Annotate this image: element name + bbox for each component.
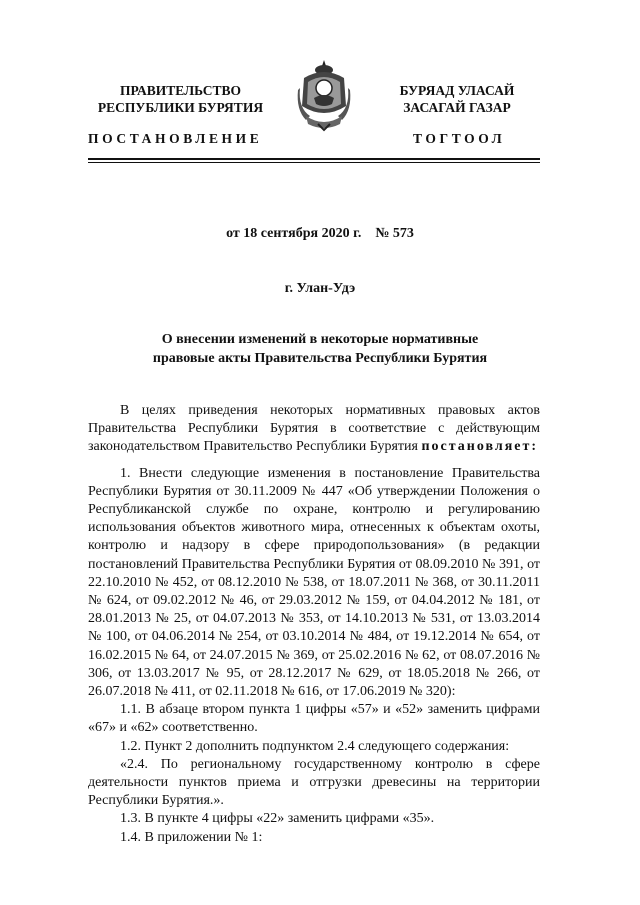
date-number: от 18 сентября 2020 г. № 573 [226, 226, 414, 241]
header-left-line1: ПРАВИТЕЛЬСТВО [119, 83, 241, 98]
title-line1: О внесении изменений в некоторые нормативные [161, 332, 479, 347]
paragraph-1-1: 1.1. В абзаце втором пункта 1 цифры «57» и «52» заменить цифрами «67» и «62» соответственно. [88, 702, 540, 736]
paragraph-1-4: 1.4. В приложении № 1: [120, 829, 263, 845]
decree-word: постановляет: [421, 439, 539, 455]
intro-text: В целях приведения некоторых нормативных правовых актов Правительства Республики Бурятия в соответствие с действующим законодательством Правительство Республики Бурятия [88, 403, 540, 455]
intro-paragraph [88, 402, 540, 457]
doc-type-right: ТОГТООЛ [413, 131, 506, 146]
header-right [382, 82, 532, 116]
document-body [88, 402, 540, 847]
header-left-line2: РЕСПУБЛИКИ БУРЯТИЯ [97, 100, 264, 115]
header-right-line2: ЗАСАГАЙ ГАЗАР [403, 100, 511, 115]
paragraph-1-2: 1.2. Пункт 2 дополнить подпунктом 2.4 следующего содержания: [120, 738, 510, 754]
header-rule [88, 158, 540, 160]
coat-of-arms-icon [296, 58, 352, 132]
document-title [120, 330, 520, 368]
title-line2: правовые акты Правительства Республики Бурятия [152, 351, 488, 366]
header-right-line1: БУРЯАД УЛАСАЙ [399, 83, 515, 98]
paragraph-1: 1. Внести следующие изменения в постановление Правительства Республики Бурятия от 30.11.2009 № 447 «Об утверждении Положения о Республиканской службе по охране, контролю и регулированию использования объектов животного мира, отнесенных к объектам охоты, контролю и надзору в сфере природопользования» (в редакции постановлений Правительства Республики Бурятия от 08.09.2010 № 391, от 22.10.2010 № 452, от 08.12.2010 № 538, от 18.07.2011 № 368, от 30.11.2011 № 624, от 09.02.2012 № 46, от 29.03.2012 № 159, от 04.04.2012 № 181, от 28.01.2013 № 25, от 04.07.2013 № 353, от 14.10.2013 № 531, от 13.03.2014 № 100, от 04.06.2014 № 254, от 03.10.2014 № 484, от 19.12.2014 № 654, от 16.02.2015 № 64, от 24.07.2015 № 369, от 25.02.2016 № 62, от 08.07.2016 № 306, от 13.03.2017 № 95, от 28.12.2017 № 629, от 18.05.2018 № 266, от 26.07.2018 № 411, от 02.11.2018 № 616, от 17.06.2019 № 320): [88, 465, 540, 700]
doc-type-left: ПОСТАНОВЛЕНИЕ [88, 131, 263, 146]
header-left [88, 82, 273, 116]
paragraph-1-2-quote: «2.4. По региональному государственному контролю в сфере деятельности пунктов приема и отгрузки древесины на территории Республики Бурятия.». [88, 756, 540, 809]
city: г. Улан-Удэ [284, 281, 356, 296]
paragraph-1-3: 1.3. В пункте 4 цифры «22» заменить цифрами «35». [120, 811, 435, 827]
header-rule-thin [88, 162, 540, 163]
